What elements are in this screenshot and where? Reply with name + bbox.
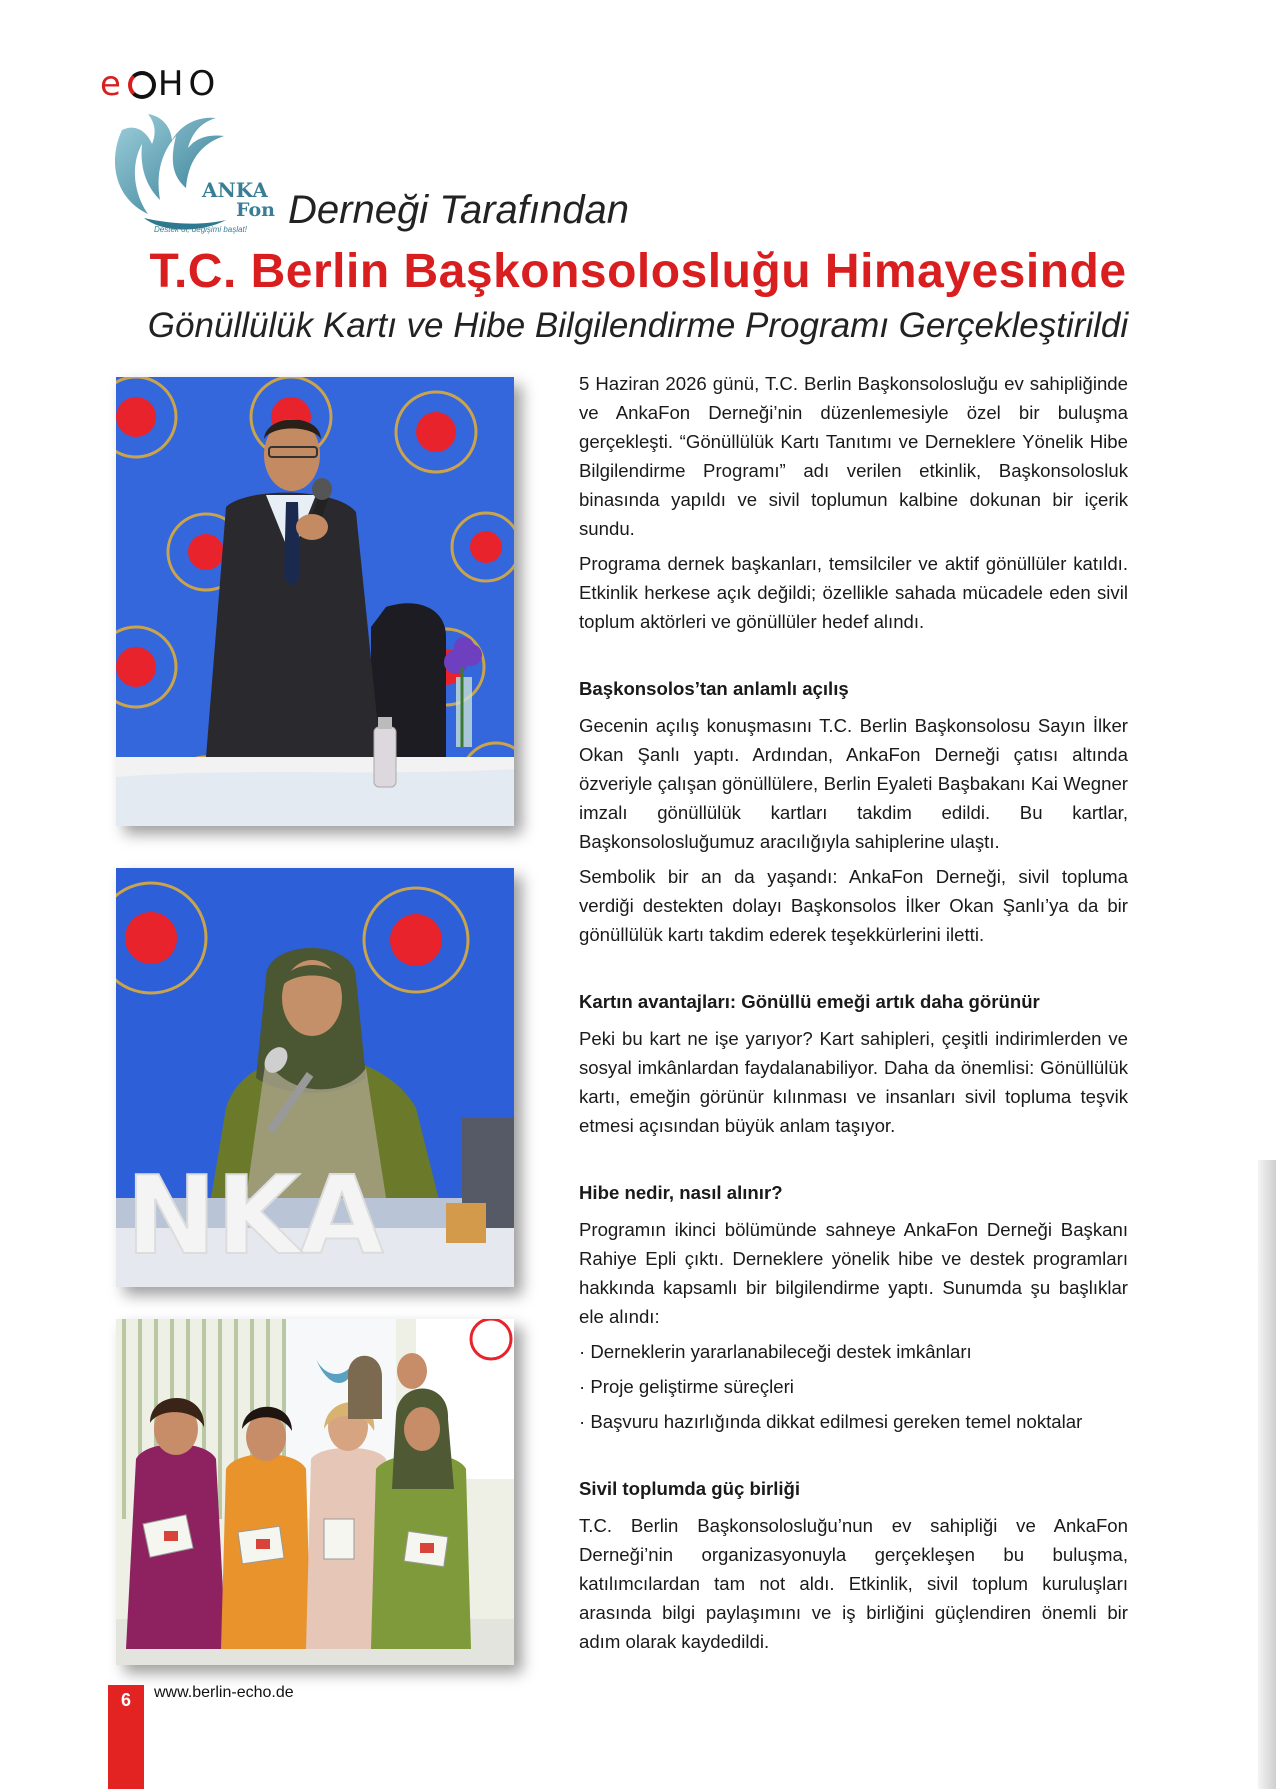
photo-consul-speech bbox=[116, 377, 514, 826]
grant-topics-list bbox=[579, 1337, 1128, 1436]
intro-paragraph-2: Programa dernek başkanları, temsilciler ve aktif gönüllüler katıldı. Etkinlik herkese açık değildi; özellikle sahada mücadele eden sivil toplum aktörleri ve gönüllüler hedef alındı. bbox=[579, 553, 1128, 632]
article-body bbox=[579, 369, 1128, 1662]
page-number: 6 bbox=[120, 1690, 131, 1710]
section-paragraph: Sembolik bir an da yaşandı: AnkaFon Derneği, sivil topluma verdiği destekten dolayı Başkonsolos İlker Okan Şanlı’ya da bir gönüllülük kartı takdim ederek teşekkürlerini iletti. bbox=[579, 866, 1128, 945]
section-paragraph: T.C. Berlin Başkonsolosluğu’nun ev sahipliği ve AnkaFon Derneği’nin organizasyonuyla gerçekleşen bu buluşma, katılımcılardan tam not aldı. Etkinlik, sivil toplum kuruluşları arasında bilgi paylaşımını ve iş birliğini güçlendiren önemli bir adım olarak kaydedildi. bbox=[579, 1515, 1128, 1652]
next-page-edge bbox=[1258, 1160, 1276, 1789]
echo-masthead-logo: e HO bbox=[100, 64, 221, 104]
footer-website-link[interactable]: www.berlin-echo.de bbox=[154, 1684, 294, 1701]
page-headline: T.C. Berlin Başkonsolosluğu Himayesinde bbox=[149, 245, 1127, 298]
section-heading-card-benefits: Kartın avantajları: Gönüllü emeği artık daha görünür bbox=[579, 991, 1040, 1012]
section-paragraph: Gecenin açılış konuşmasını T.C. Berlin Başkonsolosu Sayın İlker Okan Şanlı yaptı. Ardından, AnkaFon Derneği çatısı altında özveriyle çalışan gönüllülere, Berlin Eyaleti Başbakanı Kai Wegner imzalı gönüllülük kartları takdim edildi. Bu kartlar, Başkonsolosluğumuz aracılığıyla sahiplerine ulaştı. bbox=[579, 715, 1128, 852]
photo-group bbox=[116, 1319, 514, 1665]
header-kicker: Derneği Tarafından bbox=[288, 188, 629, 232]
ankafon-tagline: Destek ol, değişimi başlat! bbox=[154, 225, 247, 234]
section-paragraph: Peki bu kart ne işe yarıyor? Kart sahipleri, çeşitli indirimlerden ve sosyal imkânlardan faydalanabiliyor. Daha da önemlisi: Gönüllülük kartı, emeğin görünür kılınması ve insanları sivil topluma teşvik etmesi açısından büyük anlam taşıyor. bbox=[579, 1028, 1128, 1136]
list-item: · Başvuru hazırlığında dikkat edilmesi gereken temel noktalar bbox=[579, 1411, 1083, 1432]
section-paragraph: Programın ikinci bölümünde sahneye AnkaFon Derneği Başkanı Rahiye Epli çıktı. Derneklere yönelik hibe ve destek programları hakkında kapsamlı bir bilgilendirme yaptı. Sunumda şu başlıklar ele alındı: bbox=[579, 1219, 1128, 1327]
echo-ring-icon bbox=[128, 71, 156, 99]
list-item: · Derneklerin yararlanabileceği destek imkânları bbox=[579, 1341, 972, 1362]
anka-letters-sign: NKA bbox=[126, 1154, 384, 1279]
photo-president-speech bbox=[116, 868, 514, 1287]
ankafon-wordmark: ANKA Fon bbox=[202, 178, 275, 221]
ankafon-logo bbox=[104, 110, 276, 240]
intro-paragraph-1: 5 Haziran 2026 günü, T.C. Berlin Başkonsolosluğu ev sahipliğinde ve AnkaFon Derneği’nin düzenlemesiyle özel bir buluşma gerçekleşti. “Gönüllülük Kartı Tanıtımı ve Derneklere Yönelik Hibe Bilgilendirme Programı” adı verilen etkinlik, Başkonsolosluk binasında yapıldı ve sivil toplumun kalbine dokunan bir içerik sundu. bbox=[579, 373, 1128, 539]
section-heading-grants: Hibe nedir, nasıl alınır? bbox=[579, 1182, 783, 1203]
section-heading-cooperation: Sivil toplumda güç birliği bbox=[579, 1478, 801, 1499]
list-item: · Proje geliştirme süreçleri bbox=[579, 1376, 794, 1397]
page-subhead: Gönüllülük Kartı ve Hibe Bilgilendirme Programı Gerçekleştirildi bbox=[147, 306, 1129, 345]
section-heading-opening: Başkonsolos’tan anlamlı açılış bbox=[579, 678, 849, 699]
